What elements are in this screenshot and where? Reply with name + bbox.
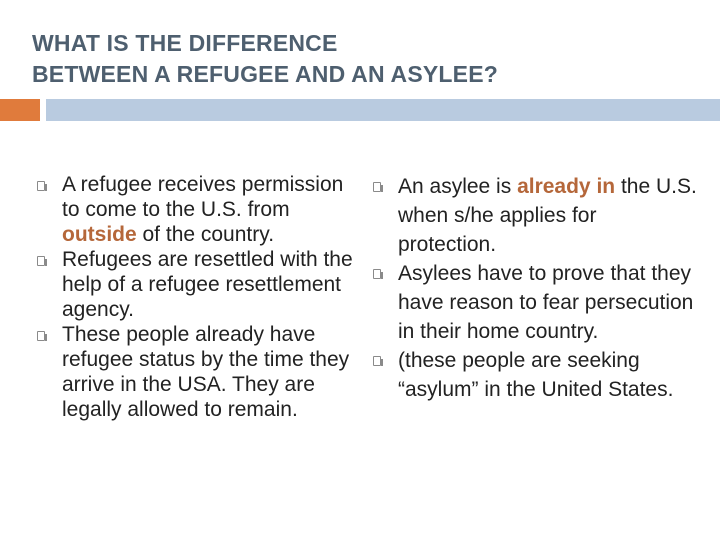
square-bullet-icon (373, 269, 381, 279)
square-bullet-icon (37, 181, 45, 191)
right-column (370, 172, 700, 404)
square-bullet-icon (37, 256, 45, 266)
bullet-text: Asylees have to prove that they have reason to fear persecution in their home country. (398, 262, 694, 343)
slide-title (32, 28, 692, 90)
list-item (370, 259, 700, 346)
accent-bar (0, 99, 40, 121)
bullet-highlight: already in (517, 175, 616, 198)
bullet-text: These people already have refugee status by the time they arrive in the USA. They are legally allowed to remain. (62, 323, 350, 421)
slide-title-line: WHAT IS THE DIFFERENCE (32, 30, 338, 56)
square-bullet-icon (37, 331, 45, 341)
list-item (370, 172, 700, 259)
bullet-text: of the country. (136, 223, 275, 246)
left-column (34, 172, 364, 422)
header-rule-bar (46, 99, 720, 121)
slide-title-line: BETWEEN A REFUGEE AND AN ASYLEE? (32, 61, 498, 87)
bullet-text: An asylee is (398, 175, 518, 198)
bullet-text: Refugees are resettled with the help of a refugee resettlement agency. (62, 248, 353, 321)
square-bullet-icon (373, 182, 381, 192)
bullet-highlight: outside (62, 223, 137, 246)
list-item (370, 346, 700, 404)
bullet-text: A refugee receives permission to come to the U.S. from (62, 173, 344, 221)
list-item (34, 322, 364, 422)
bullet-text: the U.S. when s/he applies for protection. (398, 175, 697, 256)
bullet-text: (these people are seeking “asylum” in the United States. (398, 349, 674, 401)
list-item (34, 172, 364, 247)
list-item (34, 247, 364, 322)
square-bullet-icon (373, 356, 381, 366)
